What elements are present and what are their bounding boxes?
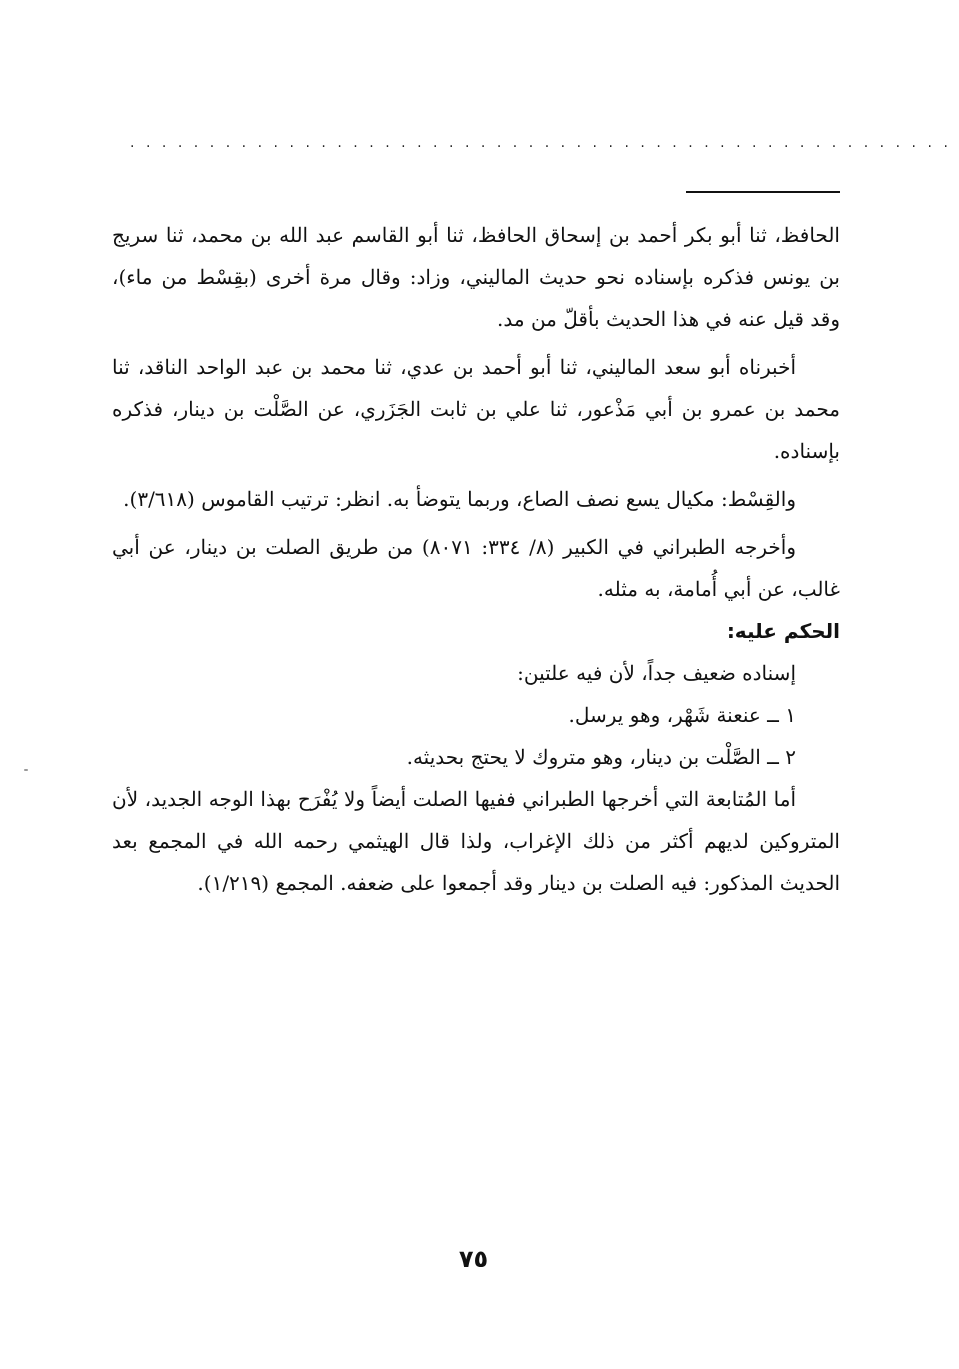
ruling-item: ٢ ــ الصَّلْت بن دينار، وهو متروك لا يحتج بحديثه. [406,745,796,769]
page-body [112,214,840,904]
closing-paragraph: أما المُتابعة التي أخرجها الطبراني ففيها الصلت أيضاً ولا يُفْرَح بهذا الوجه الجديد، لأن المتروكين لديهم أكثر من ذلك الإغراب، ولذا قال الهيثمي رحمه الله في المجمع بعد الحديث المذكور: فيه الصلت بن دينار وقد أجمعوا على ضعفه. المجمع (١/٢١٩). [112,787,840,895]
ruling-heading: الحكم عليه: [726,619,840,643]
paragraph: أخبرناه أبو سعد الماليني، ثنا أبو أحمد بن عدي، ثنا محمد بن عبد الواحد الناقد، ثنا محمد بن عمرو بن أبي مَذْعور، ثنا علي بن ثابت الجَزَري، عن الصَّلْت بن دينار، فذكره بإسناده. [112,355,840,463]
page-number: ٧٥ [458,1245,489,1273]
paragraph: الحافظ، ثنا أبو بكر أحمد بن إسحاق الحافظ، ثنا أبو القاسم عبد الله بن محمد، ثنا سريج بن يونس فذكره بإسناده نحو حديث الماليني، وزاد: وقال مرة أخرى (بقِسْط من ماء)، وقد قيل عنه في هذا الحديث بأقلّ من مد. [112,223,840,331]
scan-speck [24,769,28,771]
paragraph: وأخرجه الطبراني في الكبير (٨/ ٣٣٤: ٨٠٧١) من طريق الصلت بن دينار، عن أبي غالب، عن أبي أُمامة، به مثله. [112,535,840,601]
ruling-intro: إسناده ضعيف جداً، لأن فيه علتين: [517,661,796,685]
footnote-rule [686,191,840,193]
ruling-item: ١ ــ عنعنة شَهْر، وهو يرسل. [568,703,796,727]
paragraph: والقِسْط: مكيال يسع نصف الصاع، وربما يتوضأ به. انظر: ترتيب القاموس (٣/٦١٨). [123,487,796,511]
dotted-separator: .................................................... [130,135,959,151]
